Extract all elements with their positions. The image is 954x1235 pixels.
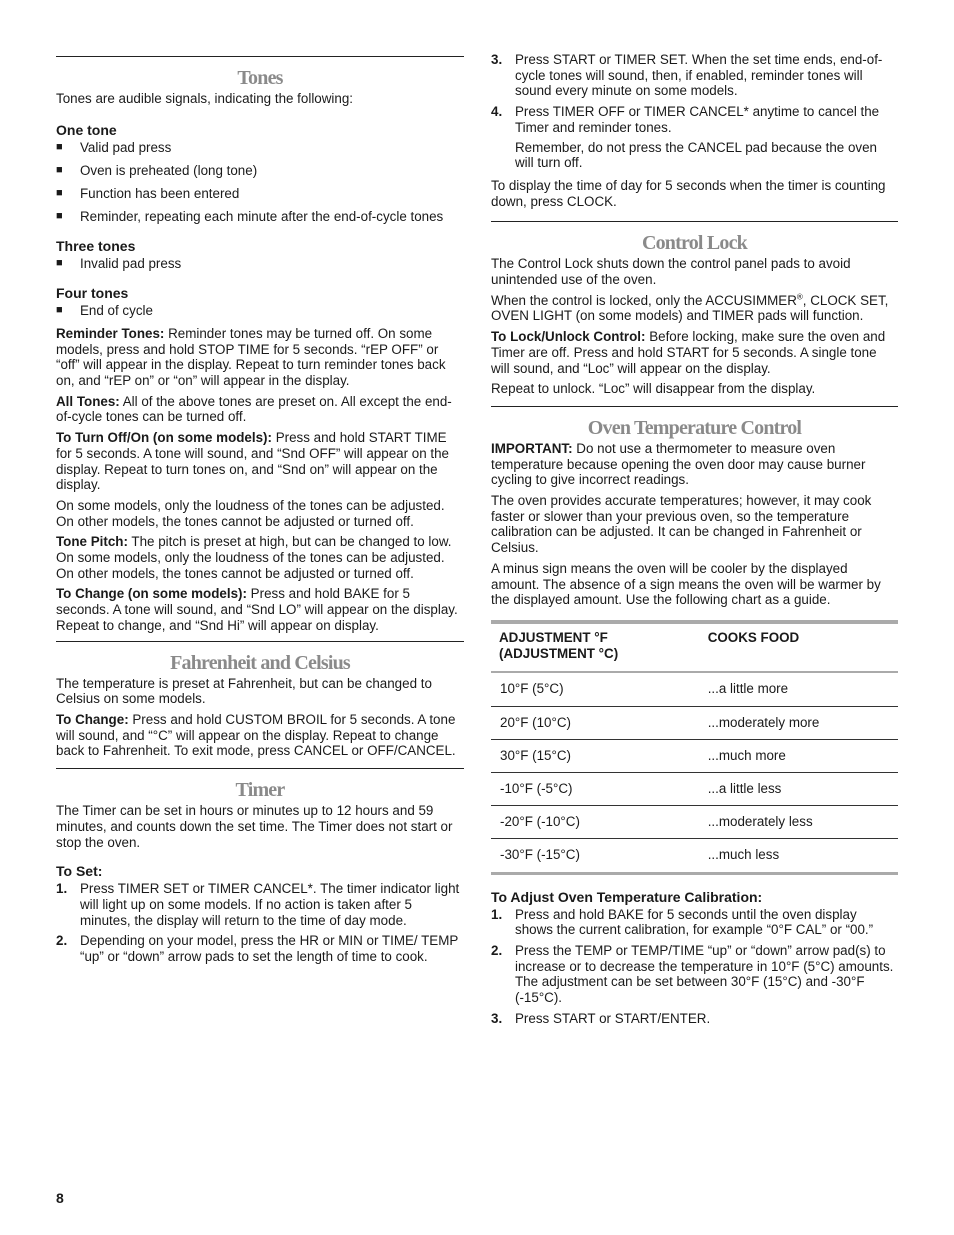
minus-sign-paragraph: A minus sign means the oven will be cooler by the displayed amount. The absence of a sign means the oven will be warmer by the displayed amount. Use the following chart as a guide.	[491, 560, 881, 608]
list-item: ■ Oven is preheated (long tone)	[56, 162, 258, 178]
tone-pitch-paragraph: Tone Pitch: The pitch is preset at high, but can be changed to low. On some models, only the loudness of the tones can be adjusted. On other models, the tones cannot be adjusted or turned off.	[56, 534, 452, 581]
timer-clock-note: To display the time of day for 5 seconds when the timer is counting down, press CLOCK.	[491, 177, 886, 209]
list-item: ■ Function has been entered	[56, 186, 240, 202]
control-lock-section	[491, 232, 898, 397]
table-row: 10°F (5°C) ...a little more	[491, 672, 898, 706]
timer-cancel-note: Remember, do not press the CANCEL pad because the oven will turn off.	[515, 139, 878, 171]
one-tone-heading: One tone	[56, 121, 117, 138]
three-tones-heading: Three tones	[56, 238, 136, 255]
square-bullet-icon: ■	[56, 210, 63, 223]
timer-steps-part2	[491, 52, 898, 171]
list-item: ■ Valid pad press	[56, 139, 172, 155]
cooks-food-column-header: COOKS FOOD	[707, 622, 898, 672]
list-item: 1. Press and hold BAKE for 5 seconds until the oven display shows the current calibration, for example “0°F CAL” or “00.”	[491, 906, 874, 938]
fahrenheit-change-paragraph: To Change: Press and hold CUSTOM BROIL for 5 seconds. A tone will sound, and “°C” will appear on the display. Repeat to change back to Fahrenheit. To exit mode, press CANCEL or OFF/CANCEL.	[56, 711, 456, 759]
table-row: 20°F (10°C) ...moderately more	[491, 706, 898, 739]
list-item: 2. Depending on your model, press the HR or MIN or TIME/ TEMP “up” or “down” arrow pads to set the length of time to cook.	[56, 933, 459, 965]
square-bullet-icon: ■	[56, 257, 63, 270]
list-item: ■ End of cycle	[56, 302, 153, 318]
reminder-tones-paragraph: Reminder Tones: Reminder tones may be turned off. On some models, press and hold STOP TIME for 5 seconds. “rEP OFF” or “off” will appear in the display. Repeat to turn reminder tones back on, and “rEP on” or “on” will appear in the display.	[56, 325, 446, 389]
section-divider	[56, 56, 464, 57]
fahrenheit-celsius-section	[56, 652, 464, 760]
tones-section	[56, 67, 464, 634]
turn-off-on-paragraph: To Turn Off/On (on some models): Press and hold START TIME for 5 seconds. A tone will sound, and “Snd OFF” will appear on the display. Repeat to turn tones on, and “Snd on” will appear on the display.	[56, 430, 450, 493]
control-lock-pads-paragraph: When the control is locked, only the ACCUSIMMER®, CLOCK SET, OVEN LIGHT (on some models) and TIMER pads will function.	[491, 292, 889, 324]
list-item: 4. Press TIMER OFF or TIMER CANCEL* anytime to cancel the Timer and reminder tones. Remember, do not press the CANCEL pad because the oven will turn off.	[491, 104, 898, 171]
list-item: 3. Press START or START/ENTER.	[491, 1010, 711, 1026]
four-tones-list	[56, 303, 464, 319]
right-column	[491, 0, 898, 1032]
fahrenheit-intro: The temperature is preset at Fahrenheit, but can be changed to Celsius on some models.	[56, 675, 432, 707]
oven-temperature-section	[491, 417, 898, 1027]
lock-unlock-paragraph: To Lock/Unlock Control: Before locking, make sure the oven and Timer are off. Press and hold START for 5 seconds. A single tone will sound, and “Loc” will appear on the display.	[491, 329, 886, 376]
important-paragraph: IMPORTANT: Do not use a thermometer to measure oven temperature because opening the oven door may cause burner cycling to give incorrect readings.	[491, 440, 866, 488]
list-item: ■ Invalid pad press	[56, 256, 182, 272]
section-divider	[491, 221, 898, 222]
three-tones-list	[56, 256, 464, 272]
table-header-row	[491, 622, 898, 672]
timer-heading: Timer	[235, 779, 285, 802]
table-row: -20°F (-10°C) ...moderately less	[491, 806, 898, 839]
page-number: 8	[56, 1190, 64, 1206]
calibration-paragraph: The oven provides accurate temperatures; however, it may cook faster or slower than your previous oven, so the temperature calibration can be adjusted. It can be changed in Fahrenheit or Celsius.	[491, 493, 872, 556]
adjustment-column-header: ADJUSTMENT °F (ADJUSTMENT °C)	[491, 622, 707, 672]
timer-section	[56, 779, 464, 965]
fahrenheit-celsius-heading: Fahrenheit and Celsius	[170, 651, 350, 674]
list-item: 2. Press the TEMP or TEMP/TIME “up” or “down” arrow pad(s) to increase or to decrease the temperature in 10°F (5°C) amounts. The adjustment can be set between 30°F (15°C) and -30°F (-15°C).	[491, 943, 894, 1006]
table-row: -30°F (-15°C) ...much less	[491, 839, 898, 873]
square-bullet-icon: ■	[56, 140, 63, 153]
section-divider	[56, 641, 464, 642]
table-row: 30°F (15°C) ...much more	[491, 739, 898, 772]
timer-steps-part1	[56, 881, 464, 965]
control-lock-heading: Control Lock	[641, 232, 748, 255]
unlock-paragraph: Repeat to unlock. “Loc” will disappear from the display.	[491, 381, 816, 397]
table-row: -10°F (-5°C) ...a little less	[491, 773, 898, 806]
four-tones-heading: Four tones	[56, 284, 129, 301]
list-item: ■ Reminder, repeating each minute after the end-of-cycle tones	[56, 209, 444, 225]
adjustment-table	[491, 620, 898, 875]
left-column	[56, 0, 464, 970]
one-tone-list	[56, 140, 464, 225]
control-lock-intro: The Control Lock shuts down the control panel pads to avoid unintended use of the oven.	[491, 256, 851, 288]
all-tones-paragraph: All Tones: All of the above tones are preset on. All except the end-of-cycle tones can be turned off.	[56, 393, 452, 425]
oven-temperature-heading: Oven Temperature Control	[587, 416, 802, 439]
calibration-steps	[491, 907, 898, 1027]
list-item: 1. Press TIMER SET or TIMER CANCEL*. The timer indicator light will light up on some models. If no action is taken after 5 minutes, the display will return to the time of day mode.	[56, 881, 460, 928]
tones-intro: Tones are audible signals, indicating the following:	[56, 91, 354, 106]
calibration-steps-heading: To Adjust Oven Temperature Calibration:	[491, 888, 763, 905]
square-bullet-icon: ■	[56, 303, 63, 316]
tones-heading: Tones	[237, 67, 283, 89]
square-bullet-icon: ■	[56, 187, 63, 200]
timer-to-set-heading: To Set:	[56, 863, 103, 880]
section-divider	[56, 768, 464, 769]
square-bullet-icon: ■	[56, 163, 63, 176]
tone-change-paragraph: To Change (on some models): Press and hold BAKE for 5 seconds. A tone will sound, and “Snd LO” will appear on the display. Repeat to change, and “Snd Hi” will appear on display.	[56, 586, 458, 633]
list-item: 3. Press START or TIMER SET. When the set time ends, end-of-cycle tones will sound, then, if enabled, reminder tones will sound every minute on some models.	[491, 52, 883, 99]
section-divider	[491, 406, 898, 407]
timer-intro: The Timer can be set in hours or minutes up to 12 hours and 59 minutes, and counts down the set time. The Timer does not start or stop the oven.	[56, 803, 453, 850]
loudness-paragraph: On some models, only the loudness of the tones can be adjusted. On other models, the tones cannot be adjusted or turned off.	[56, 497, 445, 529]
